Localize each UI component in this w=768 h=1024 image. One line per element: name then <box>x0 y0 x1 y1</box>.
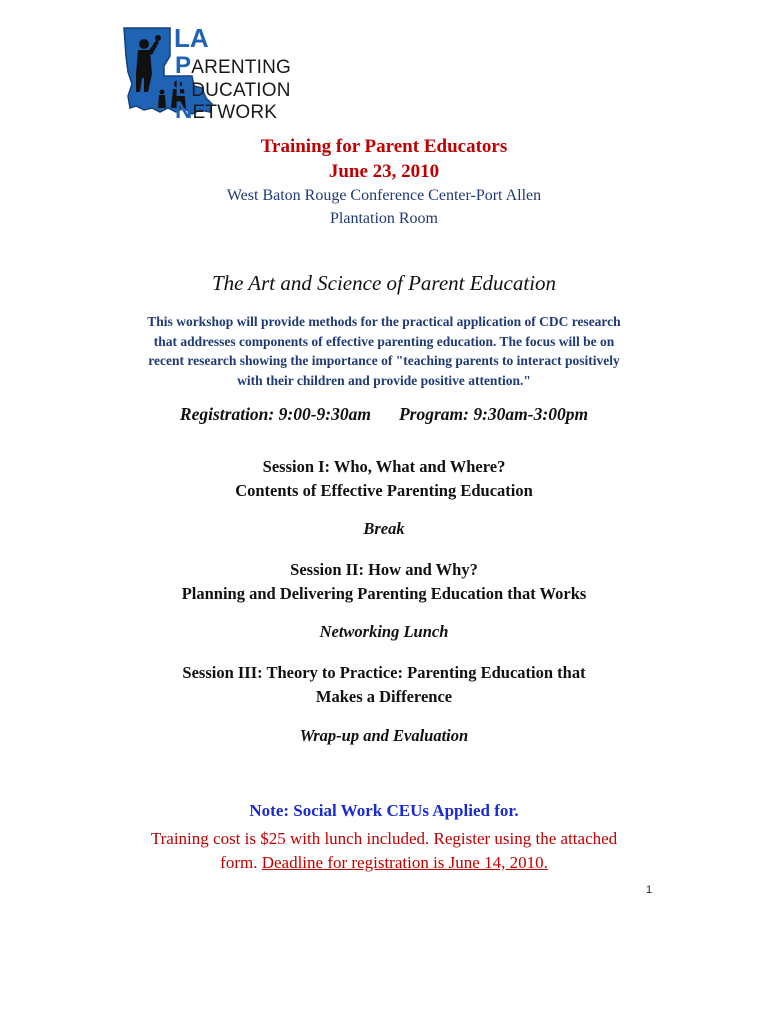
description-line: recent research showing the importance of "teaching parents to interact positively <box>148 353 620 368</box>
session-3 <box>0 661 768 709</box>
cost-line-2: form. Deadline for registration is June 14, 2010. <box>220 853 548 872</box>
wrap-up-label: Wrap-up and Evaluation <box>299 726 469 745</box>
page-number: 1 <box>646 884 653 896</box>
ceu-note: Note: Social Work CEUs Applied for. <box>249 801 519 820</box>
cost-line-1: Training cost is $25 with lunch included. Register using the attached <box>150 829 618 848</box>
workshop-title: The Art and Science of Parent Education <box>211 271 557 295</box>
lunch-label: Networking Lunch <box>319 622 449 641</box>
schedule-times <box>0 404 768 425</box>
session-2 <box>0 558 768 606</box>
session-2-subtitle: Planning and Delivering Parenting Education that Works <box>181 584 587 603</box>
session-1 <box>0 455 768 503</box>
session-1-subtitle: Contents of Effective Parenting Education <box>235 481 533 500</box>
break-label: Break <box>363 519 405 538</box>
description-line: with their children and provide positive attention." <box>237 372 531 388</box>
event-room: Plantation Room <box>330 210 438 227</box>
session-3-subtitle: Makes a Difference <box>315 687 453 706</box>
workshop-description <box>0 312 768 390</box>
logo-line-parenting: PARENTING <box>175 52 291 79</box>
description-line: This workshop will provide methods for the practical application of CDC research <box>147 314 621 329</box>
program-time: Program: 9:30am-3:00pm <box>398 404 589 424</box>
session-2-title: Session II: How and Why? <box>290 560 478 579</box>
registration-deadline: Deadline for registration is June 14, 2010. <box>261 853 548 872</box>
event-date: June 23, 2010 <box>328 161 440 182</box>
session-1-title: Session I: Who, What and Where? <box>262 457 506 476</box>
logo-line-education: EDUCATION <box>175 75 291 102</box>
logo-la-text: LA <box>174 23 209 53</box>
logo-line-network: NETWORK <box>175 97 278 124</box>
la-parenting-education-network-logo <box>118 22 318 122</box>
description-line: that addresses components of effective parenting education. The focus will be on <box>153 333 615 349</box>
event-venue: West Baton Rouge Conference Center-Port Allen <box>226 187 542 204</box>
event-title: Training for Parent Educators <box>260 136 508 157</box>
session-3-title: Session III: Theory to Practice: Parenting Education that <box>182 663 586 682</box>
registration-time: Registration: 9:00-9:30am <box>179 404 371 424</box>
